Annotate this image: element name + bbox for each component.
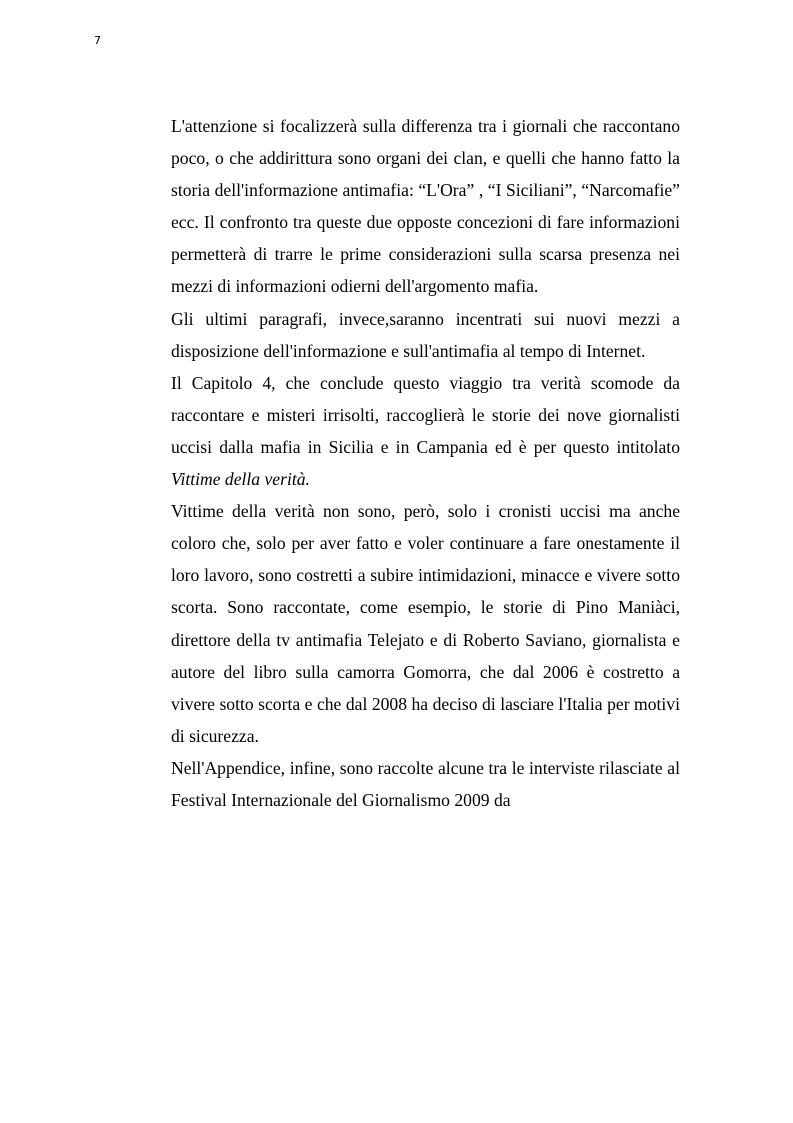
chapter-4-title: Vittime della verità. [171,469,310,490]
paragraph-internet: Gli ultimi paragrafi, invece,saranno incentrati sui nuovi mezzi a disposizione dell'informazione e sull'antimafia al tempo di Internet. [171,308,680,361]
paragraph-victims: Vittime della verità non sono, però, solo i cronisti uccisi ma anche coloro che, solo per aver fatto e voler continuare a fare onestamente il loro lavoro, sono costretti a subire intimidazioni, minacce e vivere sotto scorta. Sono raccontate, come esempio, le storie di Pino Maniàci, direttore della tv antimafia Telejato e di Roberto Saviano, giornalista e autore del libro sulla camorra Gomorra, che dal 2006 è costretto a vivere sotto scorta e che dal 2008 ha deciso di lasciare l'Italia per motivi di sicurezza. [171,501,680,746]
paragraph-chapter-4 [171,367,680,495]
page-number: 7 [94,34,101,47]
body-text [171,110,680,816]
paragraph-appendix: Nell'Appendice, infine, sono raccolte alcune tra le interviste rilasciate al Festival Internazionale del Giornalismo 2009 da [171,757,680,810]
paragraph-newspapers: L'attenzione si focalizzerà sulla differenza tra i giornali che raccontano poco, o che addirittura sono organi dei clan, e quelli che hanno fatto la storia dell'informazione antimafia: “L'Ora” , “I Siciliani”, “Narcomafie” ecc. Il confronto tra queste due opposte concezioni di fare informazioni permetterà di trarre le prime considerazioni sulla scarsa presenza nei mezzi di informazioni odierni dell'argomento mafia. [171,116,680,297]
chapter-4-text: Il Capitolo 4, che conclude questo viaggio tra verità scomode da raccontare e misteri irrisolti, raccoglierà le storie dei nove giornalisti uccisi dalla mafia in Sicilia e in Campania ed è per questo intitolato [171,372,680,457]
